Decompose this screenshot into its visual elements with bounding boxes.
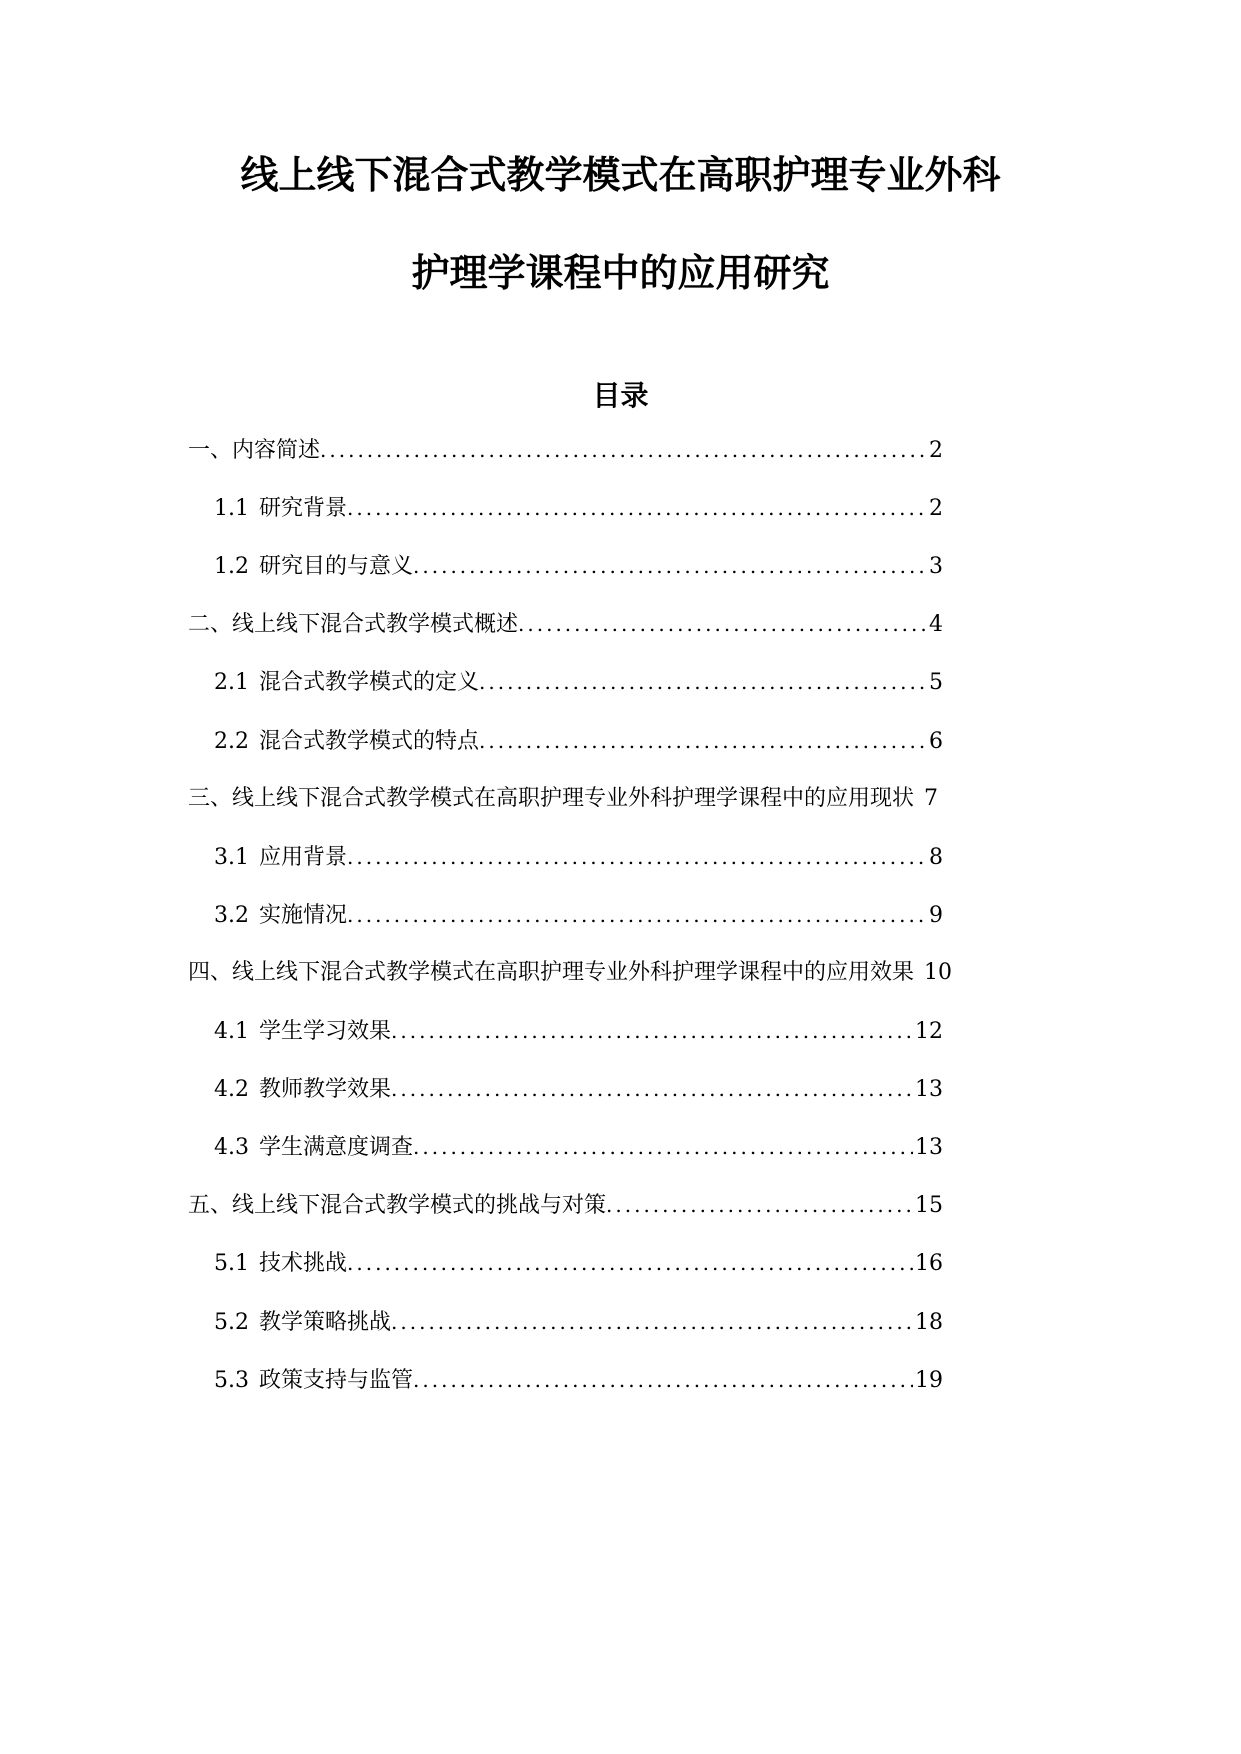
toc-entry-page-number: 19 <box>915 1368 943 1393</box>
toc-dot-leader <box>347 897 927 933</box>
toc-dot-leader <box>413 1362 913 1398</box>
document-title-line-2: 护理学课程中的应用研究 <box>411 251 830 295</box>
toc-entry-number: 1.2 <box>214 554 249 579</box>
toc-dot-leader <box>320 432 927 468</box>
toc-entry-page-number: 13 <box>915 1077 943 1102</box>
toc-entry-label: 混合式教学模式的特点 <box>259 729 480 754</box>
toc-entry-page-number: 10 <box>924 960 953 985</box>
toc-entry-label: 技术挑战 <box>259 1251 348 1276</box>
toc-entry-page-number: 15 <box>915 1193 943 1218</box>
toc-dot-leader <box>606 1187 913 1223</box>
toc-entry-label: 五、线上线下混合式教学模式的挑战与对策 <box>188 1193 607 1218</box>
toc-entry-label: 教学策略挑战 <box>259 1310 392 1335</box>
toc-entry-page-number: 9 <box>929 903 943 928</box>
toc-entry-label: 学生满意度调查 <box>259 1135 414 1160</box>
toc-section-entry[interactable] <box>214 1013 943 1049</box>
toc-entry-page-number: 8 <box>929 845 943 870</box>
toc-entry-label: 实施情况 <box>259 903 348 928</box>
toc-dot-leader <box>518 606 927 642</box>
toc-chapter-entry[interactable] <box>188 432 943 468</box>
toc-entry-number: 5.3 <box>214 1368 249 1393</box>
toc-chapter-entry[interactable] <box>188 781 943 817</box>
toc-chapter-entry[interactable] <box>188 606 943 642</box>
toc-section-entry[interactable] <box>214 839 943 875</box>
toc-entry-number: 2.2 <box>214 729 249 754</box>
toc-entry-page-number: 13 <box>915 1135 943 1160</box>
toc-entry-label: 一、内容简述 <box>188 438 321 463</box>
toc-entry-page-number: 6 <box>929 729 943 754</box>
toc-entry-number: 1.1 <box>214 496 249 521</box>
toc-dot-leader <box>391 1013 913 1049</box>
toc-entry-label: 二、线上线下混合式教学模式概述 <box>188 612 519 637</box>
document-title-line-1: 线上线下混合式教学模式在高职护理专业外科 <box>240 153 1001 197</box>
toc-chapter-entry[interactable] <box>188 1187 943 1223</box>
toc-section-entry[interactable] <box>214 548 943 584</box>
toc-entry-number: 3.1 <box>214 845 249 870</box>
toc-entry-number: 5.1 <box>214 1251 249 1276</box>
toc-dot-leader <box>347 839 927 875</box>
toc-dot-leader <box>391 1071 913 1107</box>
toc-dot-leader <box>413 1129 913 1165</box>
toc-section-entry[interactable] <box>214 1129 943 1165</box>
toc-entry-number: 5.2 <box>214 1310 249 1335</box>
toc-entry-label: 混合式教学模式的定义 <box>259 670 480 695</box>
toc-entry-number: 3.2 <box>214 903 249 928</box>
toc-heading: 目录 <box>592 379 649 412</box>
toc-entry-label: 四、线上线下混合式教学模式在高职护理专业外科护理学课程中的应用效果 <box>188 960 915 985</box>
toc-section-entry[interactable] <box>214 490 943 526</box>
toc-entry-page-number: 16 <box>915 1251 943 1276</box>
toc-section-entry[interactable] <box>214 1362 943 1398</box>
toc-dot-leader <box>391 1304 913 1340</box>
toc-dot-leader <box>413 548 927 584</box>
toc-entry-label: 三、线上线下混合式教学模式在高职护理专业外科护理学课程中的应用现状 <box>188 786 915 811</box>
toc-section-entry[interactable] <box>214 664 943 700</box>
toc-entry-label: 应用背景 <box>259 845 348 870</box>
toc-chapter-entry[interactable] <box>188 955 953 991</box>
toc-dot-leader <box>479 664 927 700</box>
toc-entry-label: 研究目的与意义 <box>259 554 414 579</box>
toc-entry-label: 政策支持与监管 <box>259 1368 414 1393</box>
toc-entry-page-number: 7 <box>924 786 939 811</box>
toc-entry-page-number: 2 <box>929 496 943 521</box>
toc-dot-leader <box>347 1245 913 1281</box>
toc-section-entry[interactable] <box>214 1071 943 1107</box>
toc-entry-number: 4.1 <box>214 1019 249 1044</box>
toc-entry-number: 4.3 <box>214 1135 249 1160</box>
toc-dot-leader <box>479 723 927 759</box>
toc-entry-label: 教师教学效果 <box>259 1077 392 1102</box>
toc-entry-page-number: 4 <box>929 612 943 637</box>
toc-section-entry[interactable] <box>214 1245 943 1281</box>
toc-entry-number: 2.1 <box>214 670 249 695</box>
toc-section-entry[interactable] <box>214 897 943 933</box>
toc-entry-page-number: 3 <box>929 554 943 579</box>
toc-section-entry[interactable] <box>214 1304 943 1340</box>
toc-section-entry[interactable] <box>214 723 943 759</box>
toc-entry-label: 研究背景 <box>259 496 348 521</box>
toc-entry-label: 学生学习效果 <box>259 1019 392 1044</box>
toc-entry-page-number: 2 <box>929 438 943 463</box>
toc-dot-leader <box>347 490 927 526</box>
toc-entry-page-number: 18 <box>915 1310 943 1335</box>
toc-entry-page-number: 5 <box>929 670 943 695</box>
toc-entry-page-number: 12 <box>915 1019 943 1044</box>
toc-entry-number: 4.2 <box>214 1077 249 1102</box>
